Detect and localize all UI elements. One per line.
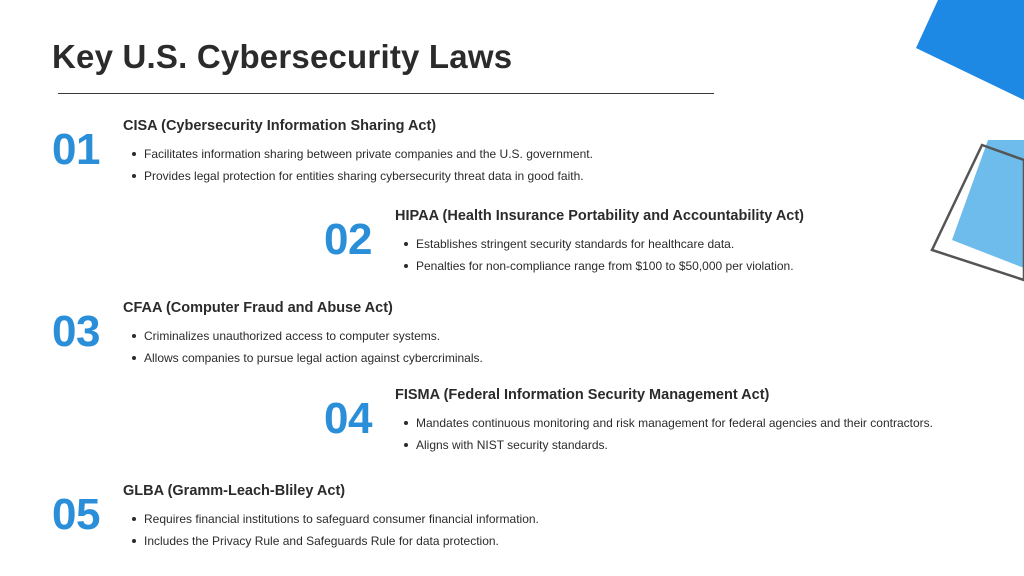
law-title: HIPAA (Health Insurance Portability and Accountability Act) <box>395 208 805 224</box>
law-point: Penalties for non-compliance range from $100 to $50,000 per violation. <box>404 255 794 277</box>
law-number: 02 <box>324 215 372 264</box>
law-points <box>404 233 794 277</box>
law-title: CISA (Cybersecurity Information Sharing Act) <box>123 118 437 134</box>
law-points <box>132 508 539 552</box>
law-point: Criminalizes unauthorized access to computer systems. <box>132 325 483 347</box>
law-point: Includes the Privacy Rule and Safeguards Rule for data protection. <box>132 530 539 552</box>
law-number: 05 <box>52 490 100 539</box>
right-outline-parallelogram <box>932 145 1024 280</box>
law-point: Allows companies to pursue legal action against cybercriminals. <box>132 347 483 369</box>
law-point: Aligns with NIST security standards. <box>404 434 933 456</box>
law-point: Establishes stringent security standards for healthcare data. <box>404 233 794 255</box>
law-number: 01 <box>52 125 100 174</box>
title-divider <box>58 93 714 94</box>
top-right-blue-parallelogram <box>916 0 1024 100</box>
page-title: Key U.S. Cybersecurity Laws <box>52 38 513 75</box>
law-title: FISMA (Federal Information Security Management Act) <box>395 387 770 403</box>
law-points <box>404 412 933 456</box>
law-number: 04 <box>324 394 372 443</box>
law-point: Facilitates information sharing between private companies and the U.S. government. <box>132 143 593 165</box>
right-light-blue-parallelogram <box>952 140 1024 268</box>
law-points <box>132 143 593 187</box>
law-point: Requires financial institutions to safeguard consumer financial information. <box>132 508 539 530</box>
law-number: 03 <box>52 307 100 356</box>
law-title: CFAA (Computer Fraud and Abuse Act) <box>123 300 393 316</box>
law-point: Mandates continuous monitoring and risk management for federal agencies and their contractors. <box>404 412 933 434</box>
law-points <box>132 325 483 369</box>
law-point: Provides legal protection for entities sharing cybersecurity threat data in good faith. <box>132 165 593 187</box>
law-title: GLBA (Gramm-Leach-Bliley Act) <box>123 483 346 499</box>
